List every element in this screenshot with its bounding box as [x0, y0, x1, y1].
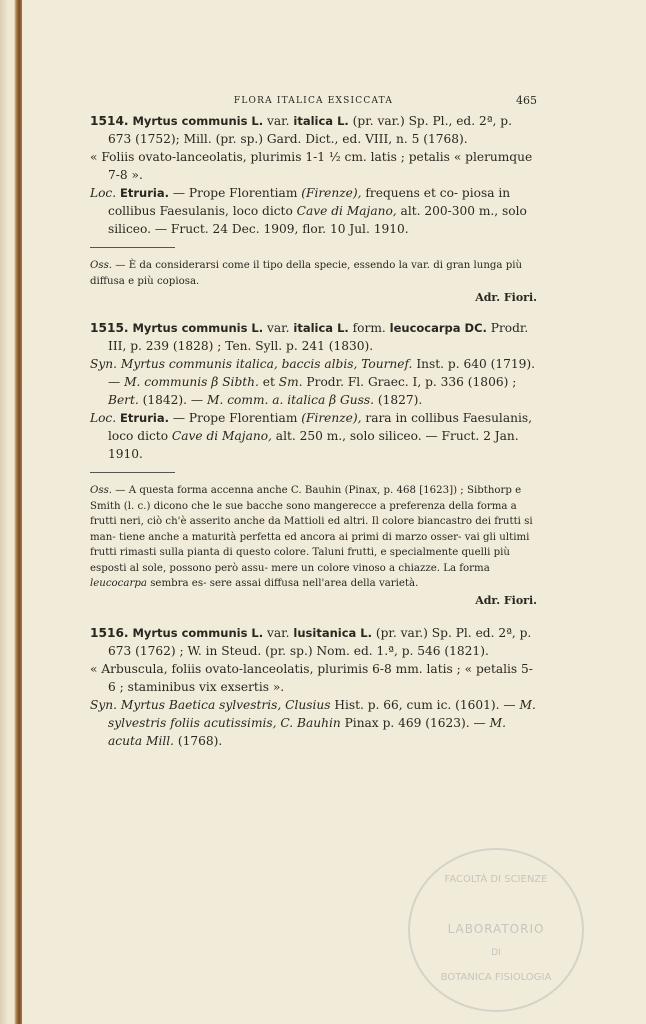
entry-1515 [90, 319, 537, 610]
species-name: Myrtus communis L. [132, 321, 264, 335]
header-title: FLORA ITALICA EXSICCATA [233, 96, 394, 106]
entry-1516 [90, 624, 537, 750]
entry-1514-heading: 1514. Myrtus communis L. var. italica L. (pr. var.) Sp. Pl., ed. 2ª, p. 673 (1752); Mill. (pr. sp.) Gard. Dict., ed. VIII, n. 5 (1768). [90, 114, 512, 146]
variety-name: italica L. [293, 321, 349, 335]
entry-1515-heading: 1515. Myrtus communis L. var. italica L. form. leucocarpa DC. Prodr. III, p. 239 (1828) ; Ten. Syll. p. 241 (1830). [90, 321, 529, 353]
library-stamp: FACOLTÀ DI SCIENZE LABORATORIO DI BOTANICA FISIOLOGIA [408, 848, 584, 1012]
form-name: leucocarpa DC. [389, 321, 487, 335]
species-name: Myrtus communis L. [132, 114, 264, 128]
locality: Loc. Etruria. — Prope Florentiam (Firenze), frequens et co- piosa in collibus Faesulanis, loco dicto Cave di Majano, alt. 200-300 m., solo siliceo. — Fruct. 24 Dec. 1909, flor. 10 Jul. 1910. [90, 186, 527, 236]
observation-note: Oss. — A questa forma accenna anche C. Bauhin (Pinax, p. 468 [1623]) ; Sibthorp e Smith (l. c.) dicono che le sue bacche sono mangerecce a preferenza della forma a frutti neri, ciò ch'è asserito anche da Mattioli ed altri. Il colore biancastro dei frutti si man- tiene anche a maturità perfetta ed ancora ai primi di marzo osser- vai gli ultimi frutti rimasti sulla pianta di questo colore. Taluni frutti, e specialmente quelli più esposti al sole, possono però assu- mere un colore vinoso a chiazze. La forma leucocarpa sembra es- sere assai diffusa nell'area della varietà. [90, 485, 533, 589]
page-content [90, 96, 537, 750]
entry-number: 1514. [90, 114, 129, 128]
observation-note: Oss. — È da considerarsi come il tipo della specie, essendo la var. di gran lunga più diffusa e più copiosa. [90, 260, 523, 287]
author-signature: Adr. Fiori. [475, 291, 537, 304]
book-spine-edge [0, 0, 22, 1024]
author-signature: Adr. Fiori. [475, 593, 537, 607]
variety-name: lusitanica L. [293, 625, 372, 640]
entry-number: 1515. [90, 321, 129, 335]
synonyms: Syn. Myrtus communis italica, baccis albis, Tournef. Inst. p. 640 (1719). — M. communis β Sibth. et Sm. Prodr. Fl. Graec. I, p. 336 (1806) ; Bert. (1842). — M. comm. a. italica β Guss. (1827). [90, 357, 535, 407]
locality: Loc. Etruria. — Prope Florentiam (Firenze), rara in collibus Faesulanis, loco dicto Cave di Majano, alt. 250 m., solo siliceo. — Fruct. 2 Jan. 1910. [90, 411, 532, 461]
divider [90, 472, 175, 473]
diagnosis: « Foliis ovato-lanceolatis, plurimis 1-1 ½ cm. latis ; petalis « plerumque 7-8 ». [90, 150, 533, 182]
diagnosis: « Arbuscula, foliis ovato-lanceolatis, plurimis 6-8 mm. latis ; « petalis 5-6 ; staminibus vix exsertis ». [90, 661, 533, 694]
page-number: 465 [516, 94, 537, 107]
species-name: Myrtus communis L. [132, 625, 264, 640]
entry-1516-heading: 1516. Myrtus communis L. var. lusitanica L. (pr. var.) Sp. Pl. ed. 2ª, p. 673 (1762) ; W. in Steud. (pr. sp.) Nom. ed. 1.ª, p. 546 (1821). [90, 625, 532, 658]
entry-number: 1516. [90, 625, 129, 640]
entry-1514 [90, 112, 537, 307]
synonyms: Syn. Myrtus Baetica sylvestris, Clusius Hist. p. 66, cum ic. (1601). — M. sylvestris foliis acutissimis, C. Bauhin Pinax p. 469 (1623). — M. acuta Mill. (1768). [90, 697, 536, 748]
running-header [90, 96, 537, 112]
variety-name: italica L. [293, 114, 349, 128]
divider [90, 247, 175, 248]
